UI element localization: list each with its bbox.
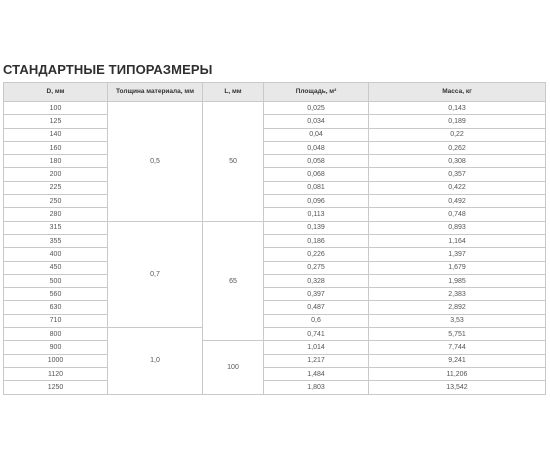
table-row xyxy=(4,115,546,128)
mass-cell: 0,893 xyxy=(369,221,546,234)
table-row xyxy=(4,354,546,367)
diameter-cell: 630 xyxy=(4,301,108,314)
area-cell: 1,217 xyxy=(264,354,369,367)
table-row xyxy=(4,168,546,181)
mass-cell: 1,679 xyxy=(369,261,546,274)
table-row xyxy=(4,274,546,287)
table-row xyxy=(4,234,546,247)
table-row xyxy=(4,248,546,261)
mass-cell: 9,241 xyxy=(369,354,546,367)
diameter-cell: 900 xyxy=(4,341,108,354)
mass-cell: 0,422 xyxy=(369,181,546,194)
area-cell: 0,397 xyxy=(264,288,369,301)
header-length: L, мм xyxy=(203,83,264,102)
mass-cell: 7,744 xyxy=(369,341,546,354)
diameter-cell: 450 xyxy=(4,261,108,274)
area-cell: 0,068 xyxy=(264,168,369,181)
table-row xyxy=(4,141,546,154)
table-row xyxy=(4,195,546,208)
diameter-cell: 225 xyxy=(4,181,108,194)
mass-cell: 2,383 xyxy=(369,288,546,301)
page-title: СТАНДАРТНЫЕ ТИПОРАЗМЕРЫ xyxy=(3,62,213,77)
table-row xyxy=(4,181,546,194)
table-row xyxy=(4,288,546,301)
diameter-cell: 355 xyxy=(4,234,108,247)
diameter-cell: 140 xyxy=(4,128,108,141)
diameter-cell: 1000 xyxy=(4,354,108,367)
diameter-cell: 315 xyxy=(4,221,108,234)
table-row xyxy=(4,341,546,354)
table-row xyxy=(4,314,546,327)
area-cell: 0,025 xyxy=(264,102,369,115)
area-cell: 0,186 xyxy=(264,234,369,247)
diameter-cell: 400 xyxy=(4,248,108,261)
length-cell: 50 xyxy=(203,102,264,222)
header-thickness: Толщина материала, мм xyxy=(108,83,203,102)
length-cell: 65 xyxy=(203,221,264,341)
table-row xyxy=(4,102,546,115)
mass-cell: 1,985 xyxy=(369,274,546,287)
area-cell: 0,139 xyxy=(264,221,369,234)
thickness-cell: 0,5 xyxy=(108,102,203,222)
header-diameter: D, мм xyxy=(4,83,108,102)
area-cell: 0,6 xyxy=(264,314,369,327)
mass-cell: 0,492 xyxy=(369,195,546,208)
mass-cell: 2,892 xyxy=(369,301,546,314)
mass-cell: 3,53 xyxy=(369,314,546,327)
diameter-cell: 250 xyxy=(4,195,108,208)
diameter-cell: 1120 xyxy=(4,367,108,380)
table-header-row xyxy=(4,83,546,102)
area-cell: 1,484 xyxy=(264,367,369,380)
area-cell: 0,226 xyxy=(264,248,369,261)
diameter-cell: 280 xyxy=(4,208,108,221)
diameter-cell: 200 xyxy=(4,168,108,181)
sizes-table xyxy=(3,82,546,395)
mass-cell: 13,542 xyxy=(369,381,546,394)
area-cell: 0,741 xyxy=(264,328,369,341)
area-cell: 0,328 xyxy=(264,274,369,287)
area-cell: 0,113 xyxy=(264,208,369,221)
area-cell: 1,014 xyxy=(264,341,369,354)
table-row xyxy=(4,155,546,168)
table-row xyxy=(4,128,546,141)
table-row xyxy=(4,208,546,221)
area-cell: 0,487 xyxy=(264,301,369,314)
header-area: Площадь, м² xyxy=(264,83,369,102)
area-cell: 0,034 xyxy=(264,115,369,128)
diameter-cell: 500 xyxy=(4,274,108,287)
table-row xyxy=(4,381,546,394)
thickness-cell: 1,0 xyxy=(108,328,203,394)
table-row xyxy=(4,328,546,341)
mass-cell: 0,22 xyxy=(369,128,546,141)
mass-cell: 0,357 xyxy=(369,168,546,181)
area-cell: 0,04 xyxy=(264,128,369,141)
diameter-cell: 125 xyxy=(4,115,108,128)
diameter-cell: 560 xyxy=(4,288,108,301)
mass-cell: 1,164 xyxy=(369,234,546,247)
diameter-cell: 100 xyxy=(4,102,108,115)
mass-cell: 11,206 xyxy=(369,367,546,380)
diameter-cell: 180 xyxy=(4,155,108,168)
diameter-cell: 800 xyxy=(4,328,108,341)
length-cell: 100 xyxy=(203,341,264,394)
area-cell: 1,803 xyxy=(264,381,369,394)
area-cell: 0,058 xyxy=(264,155,369,168)
table-row xyxy=(4,261,546,274)
mass-cell: 0,143 xyxy=(369,102,546,115)
table-row xyxy=(4,367,546,380)
mass-cell: 0,308 xyxy=(369,155,546,168)
table-row xyxy=(4,301,546,314)
header-mass: Масса, кг xyxy=(369,83,546,102)
diameter-cell: 160 xyxy=(4,141,108,154)
thickness-cell: 0,7 xyxy=(108,221,203,327)
mass-cell: 0,748 xyxy=(369,208,546,221)
area-cell: 0,275 xyxy=(264,261,369,274)
table-row xyxy=(4,221,546,234)
mass-cell: 1,397 xyxy=(369,248,546,261)
mass-cell: 5,751 xyxy=(369,328,546,341)
mass-cell: 0,189 xyxy=(369,115,546,128)
area-cell: 0,048 xyxy=(264,141,369,154)
diameter-cell: 710 xyxy=(4,314,108,327)
diameter-cell: 1250 xyxy=(4,381,108,394)
mass-cell: 0,262 xyxy=(369,141,546,154)
table-body xyxy=(4,102,546,395)
area-cell: 0,081 xyxy=(264,181,369,194)
area-cell: 0,096 xyxy=(264,195,369,208)
